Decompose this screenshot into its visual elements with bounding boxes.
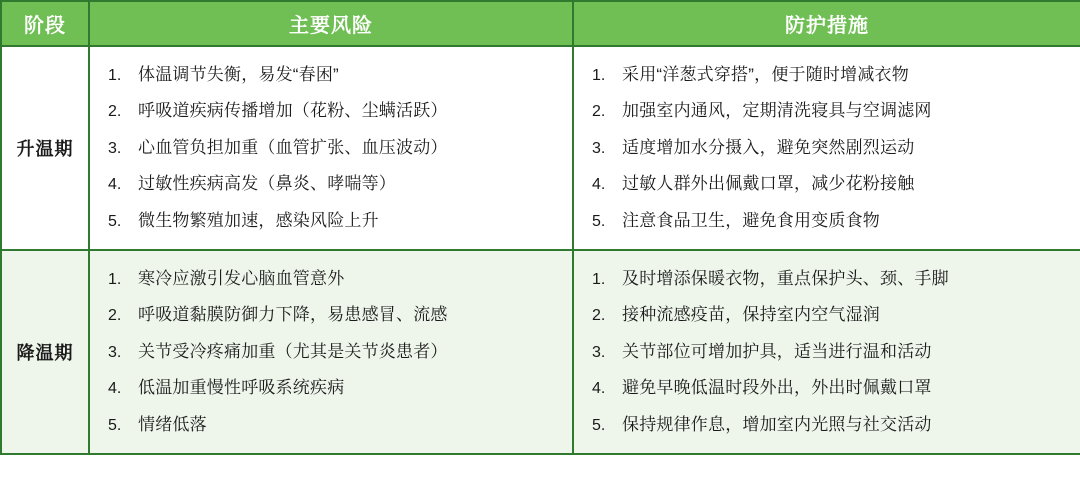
list-item (108, 370, 564, 406)
list-number: 4. (108, 380, 122, 398)
list-text: 过敏人群外出佩戴口罩，减少花粉接触 (622, 174, 915, 194)
list-item (592, 130, 1072, 166)
list-text: 加强室内通风，定期清洗寝具与空调滤网 (622, 101, 932, 121)
list-number: 4. (592, 176, 606, 194)
list-number: 2. (108, 103, 122, 121)
list-number: 2. (592, 103, 606, 121)
table-row (1, 250, 1080, 454)
risk-list-cooling (108, 261, 564, 443)
list-item (592, 57, 1072, 93)
risk-cell-warming (89, 46, 573, 250)
list-item (592, 166, 1072, 202)
list-item (108, 334, 564, 370)
list-number: 3. (592, 343, 606, 361)
protection-list-warming (592, 57, 1072, 239)
list-number: 2. (108, 307, 122, 325)
list-text: 关节受冷疼痛加重（尤其是关节炎患者） (138, 341, 448, 361)
list-text: 及时增添保暖衣物，重点保护头、颈、手脚 (622, 268, 949, 288)
list-text: 体温调节失衡，易发“春困” (138, 65, 339, 84)
table-body (1, 46, 1080, 454)
list-text: 情绪低落 (138, 414, 207, 434)
list-text: 采用“洋葱式穿搭”，便于随时增减衣物 (622, 65, 909, 84)
protection-cell-cooling (573, 250, 1080, 454)
list-text: 关节部位可增加护具，适当进行温和活动 (622, 341, 932, 361)
list-number: 5. (108, 212, 122, 230)
list-number: 1. (592, 270, 606, 288)
list-number: 1. (592, 67, 606, 84)
list-text: 避免早晚低温时段外出，外出时佩戴口罩 (622, 378, 932, 398)
list-number: 5. (592, 212, 606, 230)
list-item (108, 203, 564, 239)
list-number: 3. (592, 139, 606, 157)
list-item (108, 407, 564, 443)
list-item (592, 297, 1072, 333)
list-item (592, 370, 1072, 406)
list-text: 保持规律作息，增加室内光照与社交活动 (622, 414, 932, 434)
list-text: 呼吸道黏膜防御力下降，易患感冒、流感 (138, 305, 448, 325)
list-item (108, 166, 564, 202)
list-number: 4. (108, 176, 122, 194)
protection-cell-warming (573, 46, 1080, 250)
column-header-stage: 阶段 (1, 1, 89, 46)
list-number: 5. (108, 416, 122, 434)
list-text: 低温加重慢性呼吸系统疾病 (138, 378, 345, 398)
list-text: 寒冷应激引发心脑血管意外 (138, 268, 345, 288)
column-header-risk: 主要风险 (89, 1, 573, 46)
list-number: 4. (592, 380, 606, 398)
list-number: 3. (108, 343, 122, 361)
list-item (108, 297, 564, 333)
list-number: 1. (108, 270, 122, 288)
stage-cell-cooling: 降温期 (1, 250, 89, 454)
table-row (1, 46, 1080, 250)
list-text: 呼吸道疾病传播增加（花粉、尘螨活跃） (138, 101, 448, 121)
column-header-protection: 防护措施 (573, 1, 1080, 46)
list-item (108, 130, 564, 166)
list-item (592, 261, 1072, 297)
list-text: 接种流感疫苗，保持室内空气湿润 (622, 305, 880, 325)
header-row (1, 1, 1080, 46)
stage-cell-warming: 升温期 (1, 46, 89, 250)
list-text: 微生物繁殖加速，感染风险上升 (138, 210, 379, 230)
list-text: 注意食品卫生，避免食用变质食物 (622, 210, 880, 230)
list-item (108, 57, 564, 93)
list-number: 1. (108, 67, 122, 84)
list-text: 过敏性疾病高发（鼻炎、哮喘等） (138, 174, 396, 194)
list-number: 2. (592, 307, 606, 325)
protection-list-cooling (592, 261, 1072, 443)
list-item (108, 93, 564, 129)
list-item (108, 261, 564, 297)
risk-cell-cooling (89, 250, 573, 454)
list-item (592, 93, 1072, 129)
list-item (592, 203, 1072, 239)
table-header (1, 1, 1080, 46)
list-item (592, 407, 1072, 443)
risk-list-warming (108, 57, 564, 239)
list-item (592, 334, 1072, 370)
list-text: 适度增加水分摄入，避免突然剧烈运动 (622, 137, 915, 157)
list-text: 心血管负担加重（血管扩张、血压波动） (138, 137, 448, 157)
list-number: 3. (108, 139, 122, 157)
list-number: 5. (592, 416, 606, 434)
